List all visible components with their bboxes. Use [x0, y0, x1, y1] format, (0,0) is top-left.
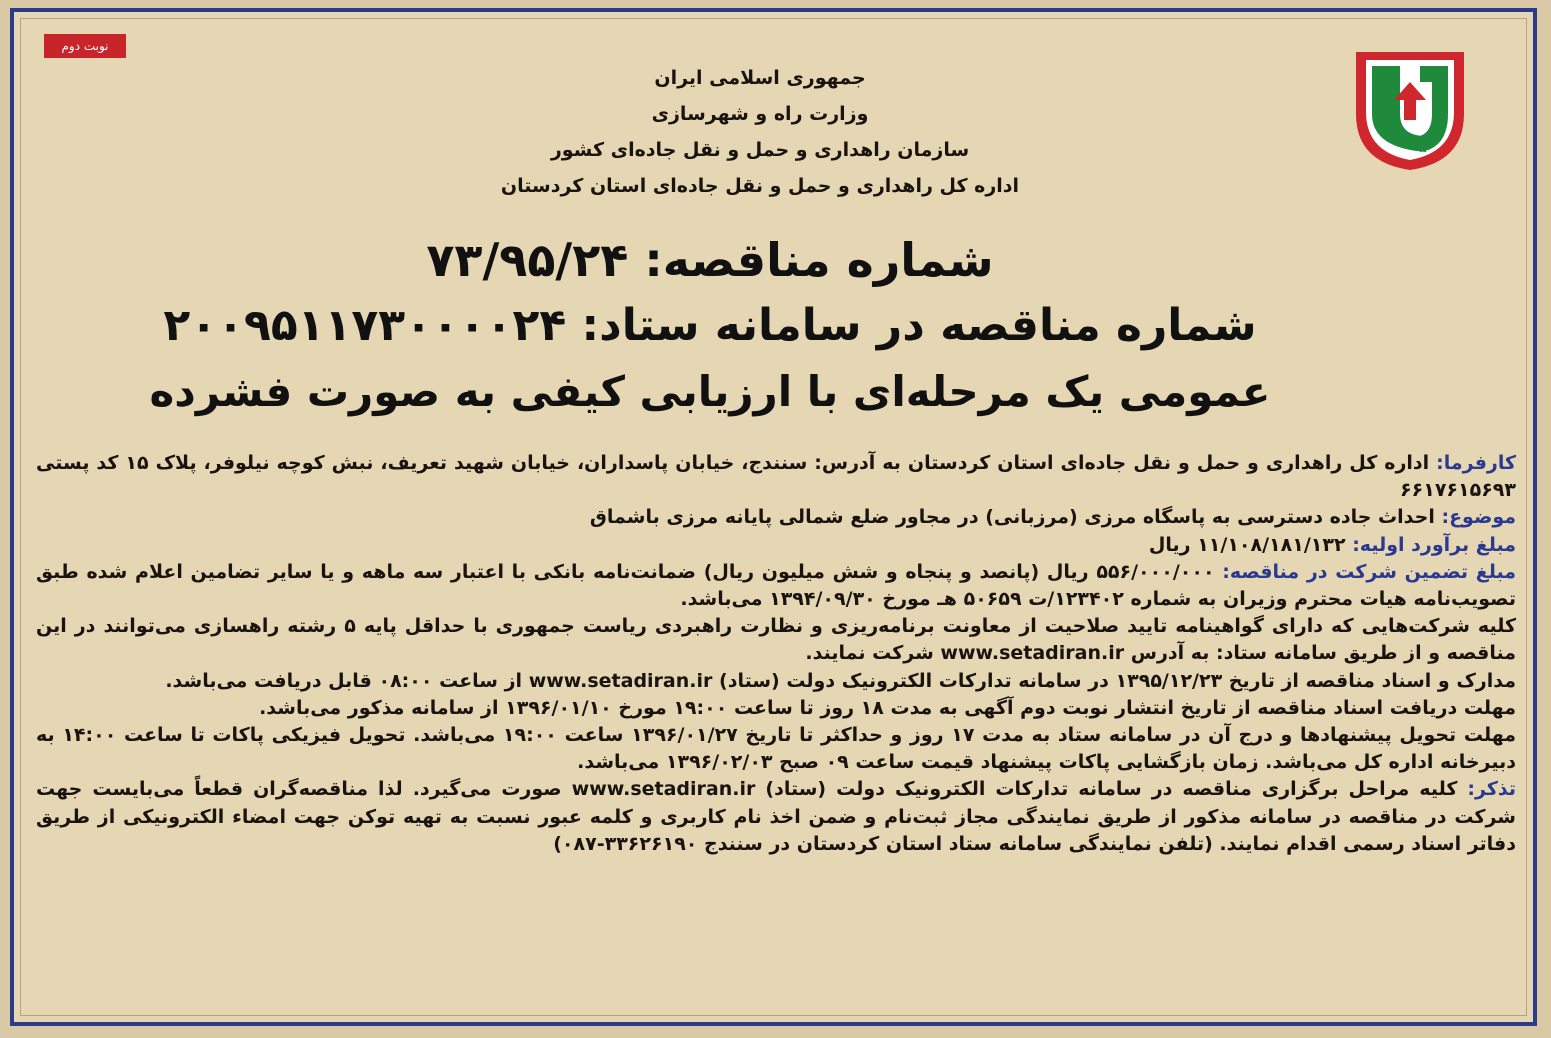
guarantee-paragraph [36, 559, 1516, 613]
header-line-provincial-office: اداره کل راهداری و حمل و نقل جاده‌ای استان کردستان [500, 175, 1020, 197]
issuer-header [480, 60, 1040, 204]
eligibility-paragraph: کلیه شرکت‌هایی که دارای گواهینامه تایید صلاحیت از معاونت برنامه‌ریزی و نظارت راهبردی ریاست جمهوری با حداقل پایه ۵ رشته راهسازی می‌توانند در این مناقصه و از طریق سامانه ستاد: به آدرس www.setadiran.ir شرکت نمایند. [36, 615, 1517, 665]
tender-number-title: شماره مناقصه: ۷۳/۹۵/۲۴ [426, 233, 994, 287]
note-label: تذکر: [1467, 778, 1516, 801]
estimate-label: مبلغ برآورد اولیه: [1352, 533, 1516, 556]
header-line-organization: سازمان راهداری و حمل و نقل جاده‌ای کشور [550, 139, 970, 161]
notice-body [36, 450, 1516, 858]
guarantee-label: مبلغ تضمین شرکت در مناقصه: [1222, 560, 1516, 583]
employer-text: اداره کل راهداری و حمل و نقل جاده‌ای استان کردستان به آدرس: سنندج، خیابان پاسداران، خیابان شهید تعریف، نبش کوچه نیلوفر، پلاک ۱۵ کد پستی ۶۶۱۷۶۱۵۶۹۳ [36, 452, 1516, 502]
subject-paragraph [36, 504, 1516, 531]
note-paragraph [36, 776, 1516, 858]
second-publication-badge: نوبت دوم [44, 34, 126, 58]
deadline-receive-paragraph: مهلت دریافت اسناد مناقصه از تاریخ انتشار نوبت دوم آگهی به مدت ۱۸ روز تا ساعت ۱۹:۰۰ مورخ ۱۳۹۶/۰۱/۱۰ از سامانه مذکور می‌باشد. [259, 696, 1516, 719]
estimate-text: ۱۱/۱۰۸/۱۸۱/۱۳۲ ریال [1148, 533, 1353, 556]
setad-number-title: شماره مناقصه در سامانه ستاد: ۲۰۰۹۵۱۱۷۳۰۰۰۰۲۴ [163, 300, 1257, 351]
subject-text: احداث جاده دسترسی به پاسگاه مرزی (مرزبانی) در مجاور ضلع شمالی پایانه مرزی باشماق [589, 506, 1442, 529]
employer-label: کارفرما: [1436, 452, 1517, 474]
estimate-paragraph [36, 532, 1516, 559]
header-line-republic: جمهوری اسلامی ایران [654, 67, 866, 89]
employer-paragraph [36, 450, 1516, 504]
tender-type-title: عمومی یک مرحله‌ای با ارزیابی کیفی به صورت فشرده [149, 367, 1271, 416]
header-line-ministry: وزارت راه و شهرسازی [651, 103, 869, 125]
subject-label: موضوع: [1441, 506, 1516, 529]
documents-paragraph: مدارک و اسناد مناقصه از تاریخ ۱۳۹۵/۱۲/۲۳ در سامانه تدارکات الکترونیک دولت (ستاد) www.setadiran.ir از ساعت ۰۸:۰۰ قابل دریافت می‌باشد. [165, 669, 1516, 692]
guarantee-text: ۵۵۶/۰۰۰/۰۰۰ ریال (پانصد و پنجاه و شش میلیون ریال) ضمانت‌نامه بانکی با اعتبار سه ماهه و یا سایر تضامین اعلام شده طبق تصویب‌نامه هیات محترم وزیران به شماره ۱۲۳۴۰۲/ت ۵۰۶۵۹ هـ مورخ ۱۳۹۴/۰۹/۳۰ می‌باشد. [36, 560, 1516, 611]
road-maintenance-logo-icon [1346, 44, 1474, 174]
note-text: کلیه مراحل برگزاری مناقصه در سامانه تدارکات الکترونیک دولت (ستاد) www.setadiran.ir صورت می‌گیرد. لذا مناقصه‌گران قطعاً می‌بایست جهت شرکت در مناقصه در سامانه مذکور از طریق نمایندگی مجاز ثبت‌نام و ضمن اخذ نام کاربری و کلمه عبور نسبت به تهیه توکن جهت امضاء الکترونیکی از طریق دفاتر اسناد رسمی اقدام نمایند. (تلفن نمایندگی سامانه ستاد استان کردستان در سنندج ۳۳۶۲۶۱۹۰-۰۸۷) [36, 778, 1516, 855]
deadline-submit-paragraph: مهلت تحویل پیشنهادها و درج آن در سامانه ستاد به مدت ۱۷ روز و حداکثر تا تاریخ ۱۳۹۶/۰۱/۲۷ ساعت ۱۹:۰۰ می‌باشد. تحویل فیزیکی پاکات تا ساعت ۱۴:۰۰ به دبیرخانه اداره کل می‌باشد. زمان بازگشایی پاکات پیشنهاد قیمت ساعت ۰۹ صبح ۱۳۹۶/۰۲/۰۳ می‌باشد. [36, 724, 1517, 774]
